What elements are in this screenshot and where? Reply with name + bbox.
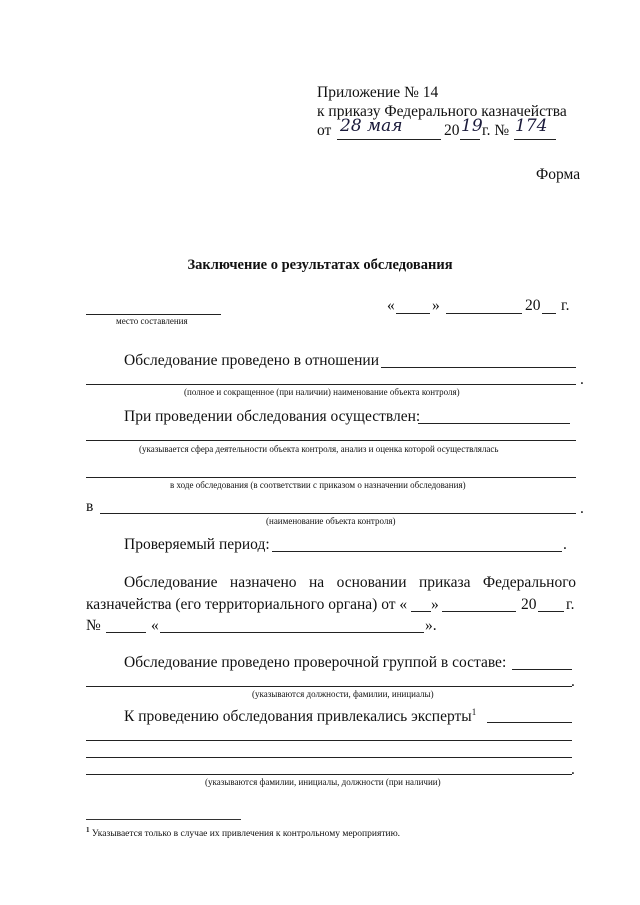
date-open-quote: « <box>387 297 395 314</box>
footnote: $^1$ Указывается только в случае их привлечения к контрольному мероприятию. <box>86 826 401 840</box>
experts-label: К проведению обследования привлекались эксперты$^1$ <box>124 707 477 726</box>
group-caption: (указываются должности, фамилии, инициалы) <box>252 689 434 699</box>
date-year-suffix: г. <box>561 297 570 314</box>
handwritten-year: 19 <box>461 116 483 136</box>
handwritten-date: 28 мая <box>340 116 403 136</box>
date-year-prefix: 20 <box>525 297 541 314</box>
date-close-quote: » <box>432 297 440 314</box>
scope-caption-2: в ходе обследования (в соответствии с приказом о назначении обследования) <box>170 480 466 490</box>
scope-caption: (указывается сфера деятельности объекта контроля, анализ и оценка которой осуществлялась <box>139 444 499 454</box>
order-basis-line-2: казначейства (его территориального органа) от « <box>86 596 408 613</box>
v-label: в <box>86 498 94 515</box>
form-label: Форма <box>536 166 581 183</box>
order-from-label: от <box>317 122 332 139</box>
order-number-label: № <box>86 617 101 634</box>
order-basis-line-1: Обследование назначено на основании приказа Федерального <box>124 574 576 591</box>
subject-caption: (полное и сокращенное (при наличии) наименование объекта контроля) <box>184 387 460 397</box>
document-title: Заключение о результатах обследования <box>187 257 453 273</box>
group-composition-label: Обследование проведено проверочной группой в составе: <box>124 654 507 671</box>
year-prefix: 20 <box>444 122 460 139</box>
appendix-label: Приложение № 14 <box>317 84 439 101</box>
handwritten-number: 174 <box>515 116 548 136</box>
year-suffix: г. № <box>482 122 510 139</box>
period-label: Проверяемый период: <box>124 536 270 553</box>
order-reference: к приказу Федерального казначейства <box>317 103 567 120</box>
place-caption: место составления <box>116 316 188 326</box>
inspection-subject-label: Обследование проведено в отношении <box>124 352 379 369</box>
place-field <box>86 314 221 315</box>
inspection-scope-label: При проведении обследования осуществлен: <box>124 408 421 425</box>
object-caption: (наименование объекта контроля) <box>266 516 396 526</box>
experts-caption: (указываются фамилии, инициалы, должности (при наличии) <box>205 777 441 787</box>
